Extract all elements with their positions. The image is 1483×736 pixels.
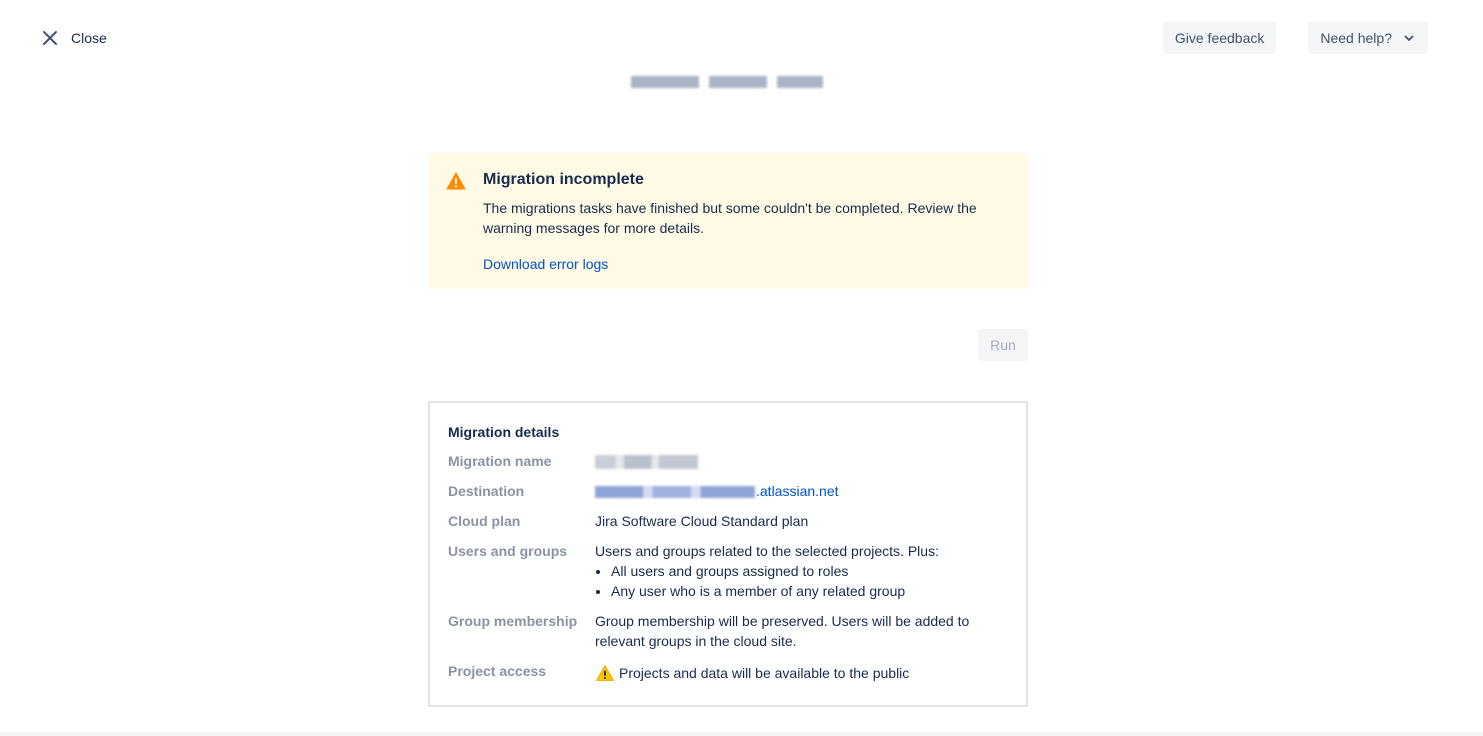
destination-link[interactable] bbox=[595, 483, 839, 499]
header-actions bbox=[1163, 22, 1428, 54]
page-title-redacted bbox=[631, 66, 827, 98]
detail-value bbox=[595, 663, 1008, 683]
download-error-logs-link[interactable]: Download error logs bbox=[483, 256, 609, 272]
detail-label: Destination bbox=[448, 483, 525, 499]
warning-icon bbox=[595, 663, 615, 683]
bottom-divider bbox=[0, 732, 1483, 736]
detail-row-cloud-plan bbox=[448, 511, 1008, 531]
destination-domain: .atlassian.net bbox=[756, 483, 839, 499]
detail-value: Group membership will be preserved. Users will be added to relevant groups in the cloud site. bbox=[595, 613, 970, 649]
users-groups-list bbox=[595, 561, 1008, 601]
users-groups-summary: Users and groups related to the selected projects. Plus: bbox=[595, 543, 939, 559]
chevron-down-icon bbox=[1402, 31, 1416, 45]
close-icon bbox=[40, 28, 60, 48]
detail-label: Cloud plan bbox=[448, 513, 521, 529]
detail-row-project-access bbox=[448, 661, 1008, 683]
migration-details-panel bbox=[428, 401, 1028, 707]
details-title: Migration details bbox=[448, 424, 560, 440]
detail-label: Migration name bbox=[448, 453, 552, 469]
run-button[interactable]: Run bbox=[978, 329, 1028, 361]
list-item: • All users and groups assigned to roles bbox=[611, 561, 1008, 581]
destination-host-redacted bbox=[595, 486, 755, 498]
redacted-block bbox=[631, 76, 699, 88]
detail-value bbox=[595, 451, 1008, 471]
detail-row-users-and-groups bbox=[448, 541, 1008, 601]
detail-value bbox=[595, 541, 1008, 601]
close-button[interactable] bbox=[40, 26, 107, 50]
detail-label: Group membership bbox=[448, 613, 578, 629]
redacted-block bbox=[709, 76, 767, 88]
warning-title: Migration incomplete bbox=[483, 171, 644, 188]
detail-value bbox=[595, 481, 1008, 501]
give-feedback-label: Give feedback bbox=[1174, 30, 1265, 46]
need-help-label: Need help? bbox=[1320, 30, 1392, 46]
detail-row-group-membership bbox=[448, 611, 1008, 651]
give-feedback-button[interactable] bbox=[1163, 22, 1277, 54]
detail-label: Project access bbox=[448, 663, 547, 679]
project-access-text: Projects and data will be available to the public bbox=[619, 665, 910, 681]
redacted-block bbox=[777, 76, 823, 88]
close-label: Close bbox=[71, 30, 107, 46]
migration-name-redacted bbox=[595, 455, 698, 469]
migration-warning-section bbox=[428, 153, 1028, 289]
detail-row-migration-name bbox=[448, 451, 1008, 471]
detail-row-destination bbox=[448, 481, 1008, 501]
warning-icon bbox=[446, 171, 466, 191]
need-help-button[interactable] bbox=[1308, 22, 1428, 54]
detail-value: Jira Software Cloud Standard plan bbox=[595, 513, 809, 529]
list-item: • Any user who is a member of any related group bbox=[611, 581, 1008, 601]
warning-message: The migrations tasks have finished but some couldn't be completed. Review the warning messages for more details. bbox=[483, 200, 977, 236]
detail-label: Users and groups bbox=[448, 543, 568, 559]
